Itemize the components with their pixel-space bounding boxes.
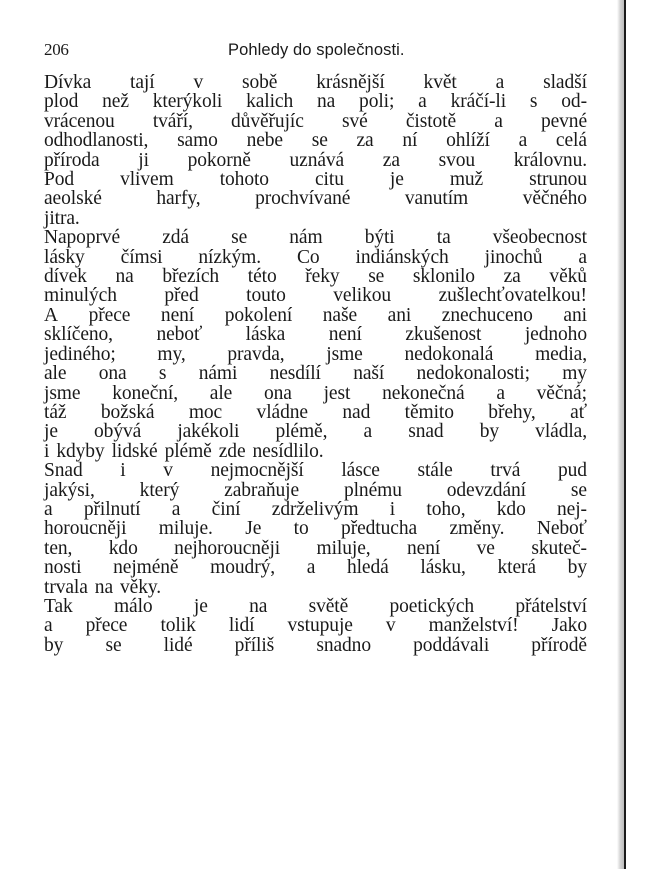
text-line <box>44 481 587 500</box>
word: který <box>139 479 180 501</box>
word: pud <box>557 460 587 482</box>
word: v <box>193 72 204 93</box>
word: kterýkoli <box>152 91 223 113</box>
word: přírodě <box>531 634 587 656</box>
text-line <box>44 306 587 325</box>
word: Jako <box>551 615 587 637</box>
word: zde <box>218 440 246 462</box>
text-line <box>44 151 587 170</box>
word: ten, <box>44 537 73 559</box>
word: indiánských <box>355 246 449 268</box>
word: kráčí-li <box>450 91 507 113</box>
word: strunou <box>529 169 587 191</box>
word: jsme <box>44 382 81 404</box>
word: Napoprvé <box>44 227 121 249</box>
word: i <box>120 460 126 482</box>
word: na <box>94 576 114 598</box>
word: obývá <box>94 421 142 443</box>
word: tají <box>130 72 155 93</box>
word: a <box>44 615 53 637</box>
word: ta <box>436 227 451 249</box>
word: my <box>562 363 587 385</box>
word: poetických <box>389 595 475 617</box>
text-line <box>44 384 587 403</box>
word: nedokonalá <box>404 343 494 365</box>
word: A <box>44 304 58 326</box>
word: i <box>389 498 396 520</box>
word: jakýsi, <box>44 479 95 501</box>
word: vstupuje <box>287 615 353 637</box>
word: přece <box>85 615 128 637</box>
word: a <box>495 72 505 93</box>
word: sobě <box>242 72 278 93</box>
word: snad <box>408 421 444 443</box>
text-line <box>44 422 587 441</box>
word: zkušenost <box>405 324 482 346</box>
text-line <box>44 578 587 597</box>
text-line <box>44 170 587 189</box>
text-line <box>44 539 587 558</box>
word: příroda <box>44 149 100 171</box>
word: sklíčeno, <box>44 324 113 346</box>
word: s <box>158 363 167 385</box>
word: jest <box>323 382 351 404</box>
word: skuteč- <box>531 537 587 559</box>
word: krásnější <box>316 72 385 93</box>
text-line <box>44 325 587 344</box>
word: plnému <box>343 479 402 501</box>
word: táž <box>44 401 67 423</box>
word: a <box>171 498 181 520</box>
text-line <box>44 403 587 422</box>
word: důvěřujíc <box>231 110 304 132</box>
word: za <box>382 149 400 171</box>
word: Dívka <box>44 72 92 93</box>
word: těmito <box>404 401 454 423</box>
word: všeobecnost <box>492 227 587 249</box>
word: a <box>518 130 528 152</box>
word: celá <box>555 130 587 152</box>
word: muž <box>449 169 484 191</box>
word: citu <box>315 169 344 191</box>
word: svou <box>438 149 476 171</box>
word: na <box>249 595 268 617</box>
word: odevzdání <box>446 479 526 501</box>
word: lidské <box>111 440 158 462</box>
word: miluje, <box>316 537 371 559</box>
word: kalich <box>246 91 294 113</box>
word: zdá <box>162 227 189 249</box>
word: media, <box>535 343 587 365</box>
word: uznává <box>289 149 345 171</box>
text-line <box>44 209 587 228</box>
word: lásku, <box>420 557 466 579</box>
text-line <box>44 286 587 305</box>
word: je <box>193 595 208 617</box>
word: která <box>497 557 536 579</box>
word: nejmocnější <box>210 460 304 482</box>
word: této <box>247 266 277 288</box>
word: moudrý, <box>210 557 276 579</box>
word: samo <box>177 130 218 152</box>
word: lidí <box>228 615 255 637</box>
word: Neboť <box>536 518 587 540</box>
word: vlivem <box>120 169 174 191</box>
word: není <box>407 537 441 559</box>
page-edge-border <box>624 0 626 869</box>
word: vládne <box>256 401 308 423</box>
word: květ <box>423 72 457 93</box>
word: ohlíží <box>446 130 490 152</box>
word: věků <box>549 266 587 288</box>
text-line <box>44 73 587 92</box>
word: to <box>293 518 309 540</box>
word: přátelství <box>515 595 587 617</box>
word: řeky <box>305 266 340 288</box>
word: nám <box>289 227 323 249</box>
text-line <box>44 616 587 635</box>
word: plod <box>44 91 79 113</box>
word: ve <box>476 537 495 559</box>
word: na <box>316 91 336 113</box>
word: změny. <box>449 518 505 540</box>
word: miluje. <box>158 518 213 540</box>
word: nekonečná <box>382 382 465 404</box>
word: Je <box>245 518 262 540</box>
text-line <box>44 345 587 364</box>
word: minulých <box>44 285 117 307</box>
word: pokorně <box>187 149 251 171</box>
word: námi <box>198 363 238 385</box>
word: s <box>529 91 538 113</box>
word: láska <box>245 324 286 346</box>
word: jinochů <box>484 246 543 268</box>
word: se <box>368 266 385 288</box>
word: Tak <box>44 595 73 617</box>
word: za <box>503 266 521 288</box>
word: ní <box>402 130 418 152</box>
word: odhodlanosti, <box>44 130 149 152</box>
word: nosti <box>44 557 82 579</box>
word: je <box>389 169 404 191</box>
word: břehy, <box>488 401 536 423</box>
word: málo <box>113 595 153 617</box>
word: jednoho <box>524 324 587 346</box>
word: a <box>418 91 427 113</box>
text-line <box>44 442 587 461</box>
word: tváří, <box>152 110 193 132</box>
text-line <box>44 92 587 111</box>
body-text <box>44 73 587 655</box>
word: se <box>105 634 122 656</box>
text-line <box>44 267 587 286</box>
word: nízkým. <box>198 246 262 268</box>
word: znechuceno <box>441 304 533 326</box>
word: kdyby <box>56 440 105 462</box>
word: než <box>102 91 129 113</box>
word: zušlechťovatelkou! <box>438 285 587 307</box>
word: hledá <box>346 557 389 579</box>
word: toho, <box>426 498 466 520</box>
word: ona <box>98 363 127 385</box>
word: aeolské <box>44 188 102 210</box>
word: snadno <box>316 634 371 656</box>
word: činí <box>211 498 241 520</box>
word: lásky <box>44 246 85 268</box>
word: sladší <box>543 72 587 93</box>
text-line <box>44 519 587 538</box>
word: se <box>231 227 248 249</box>
word: jediného; <box>44 343 116 365</box>
word: věčná; <box>536 382 587 404</box>
text-line <box>44 131 587 150</box>
word: prochvívané <box>255 188 351 210</box>
word: Pod <box>44 169 75 191</box>
word: neboť <box>156 324 203 346</box>
running-title: Pohledy do společnosti. <box>228 41 405 59</box>
word: i <box>44 440 50 462</box>
word: dívek <box>44 266 87 288</box>
word: předtucha <box>341 518 418 540</box>
word: nesdílí <box>269 363 321 385</box>
text-line <box>44 248 587 267</box>
word: věky. <box>120 576 162 598</box>
word: světě <box>308 595 349 617</box>
word: jsme <box>326 343 363 365</box>
word: není <box>160 304 195 326</box>
word: ale <box>209 382 233 404</box>
word: manželství! <box>428 615 519 637</box>
word: tolik <box>160 615 196 637</box>
word: nad <box>342 401 371 423</box>
word: a <box>363 421 373 443</box>
word: a <box>578 246 587 268</box>
text-line <box>44 558 587 577</box>
word: před <box>164 285 199 307</box>
word: za <box>356 130 374 152</box>
word: kdo <box>108 537 138 559</box>
text-line <box>44 500 587 519</box>
word: trvá <box>490 460 521 482</box>
word: zabraňuje <box>224 479 300 501</box>
text-line <box>44 636 587 655</box>
word: nesídlilo. <box>252 440 324 462</box>
word: jitra. <box>44 207 80 229</box>
word: nedokonalosti; <box>416 363 530 385</box>
word: velikou <box>333 285 392 307</box>
word: v <box>385 615 396 637</box>
word: se <box>311 130 328 152</box>
word: přilnutí <box>83 498 141 520</box>
text-line <box>44 597 587 616</box>
word: není <box>328 324 362 346</box>
word: pevné <box>540 110 587 132</box>
word: a <box>44 498 53 520</box>
word: touto <box>246 285 286 307</box>
word: moc <box>188 401 223 423</box>
word: je <box>44 421 58 443</box>
word: lásce <box>341 460 380 482</box>
word: královnu. <box>513 149 587 171</box>
word: sklonilo <box>412 266 475 288</box>
word: na <box>115 266 134 288</box>
word: zdrželivým <box>271 498 359 520</box>
word: vládla, <box>535 421 587 443</box>
word: trvala <box>44 576 88 598</box>
word: pravda, <box>227 343 285 365</box>
word: plémě, <box>275 421 328 443</box>
word: nejhoroucněji <box>174 537 281 559</box>
word: by <box>567 557 587 579</box>
word: věčného <box>522 188 587 210</box>
word: ani <box>563 304 587 326</box>
word: se <box>570 479 587 501</box>
word: své <box>341 110 368 132</box>
word: Co <box>297 246 320 268</box>
word: koneční, <box>112 382 179 404</box>
page-number: 206 <box>44 40 69 59</box>
word: ji <box>138 149 149 171</box>
word: jakékoli <box>177 421 240 443</box>
word: pokolení <box>224 304 293 326</box>
word: stále <box>417 460 453 482</box>
word: a <box>494 110 503 132</box>
word: příliš <box>234 634 275 656</box>
word: a <box>306 557 316 579</box>
text-line <box>44 228 587 247</box>
word: by <box>479 421 500 443</box>
word: vanutím <box>404 188 469 210</box>
word: ale <box>44 363 67 385</box>
word: plémě <box>164 440 212 462</box>
word: a <box>496 382 505 404</box>
word: naše <box>322 304 358 326</box>
text-line <box>44 461 587 480</box>
word: nebe <box>246 130 283 152</box>
word: tohoto <box>219 169 269 191</box>
text-line <box>44 189 587 208</box>
word: nej- <box>557 498 587 520</box>
word: nejméně <box>113 557 179 579</box>
word: my, <box>157 343 186 365</box>
text-line <box>44 364 587 383</box>
word: přece <box>88 304 131 326</box>
word: poli; <box>359 91 395 113</box>
word: harfy, <box>156 188 201 210</box>
word: poddávali <box>413 634 490 656</box>
word: ona <box>263 382 292 404</box>
word: v <box>163 460 173 482</box>
word: horoucněji <box>44 518 127 540</box>
word: by <box>44 634 64 656</box>
word: od- <box>561 91 587 113</box>
word: ať <box>570 401 587 423</box>
word: božská <box>100 401 155 423</box>
word: březích <box>162 266 220 288</box>
word: lidé <box>163 634 193 656</box>
word: býti <box>364 227 395 249</box>
word: Snad <box>44 460 83 482</box>
word: vrácenou <box>44 110 115 132</box>
word: ani <box>387 304 412 326</box>
page-header <box>44 40 589 64</box>
word: čistotě <box>405 110 457 132</box>
word: kdo <box>496 498 526 520</box>
word: čímsi <box>120 246 163 268</box>
text-line <box>44 112 587 131</box>
word: naší <box>353 363 385 385</box>
